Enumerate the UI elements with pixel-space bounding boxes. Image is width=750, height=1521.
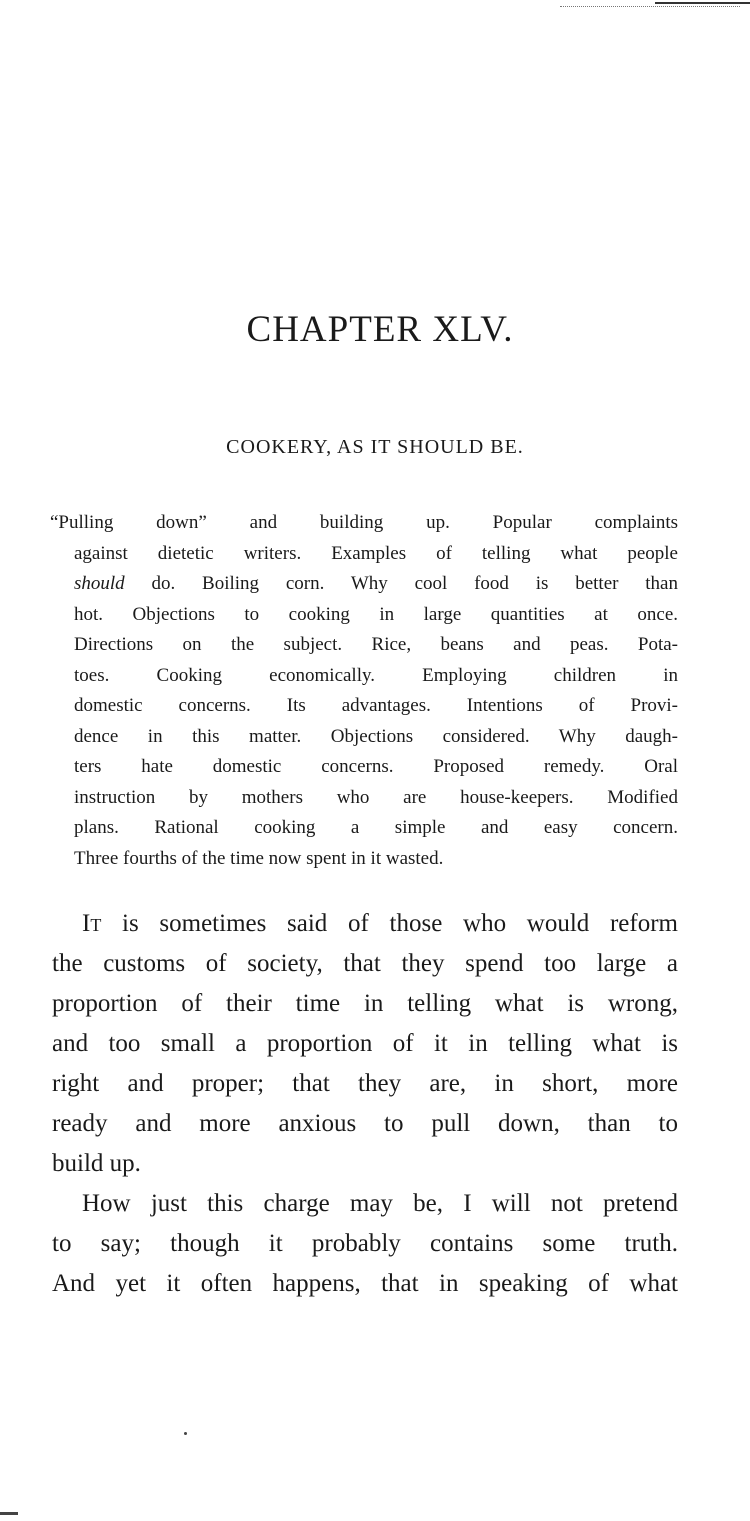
body-paragraph-1-line: right and proper; that they are, in short, more [52, 1070, 678, 1097]
body-paragraph-2-line: to say; though it probably contains some truth. [52, 1230, 678, 1257]
summary-italic-word: should [74, 573, 125, 594]
body-line-rest: is sometimes said of those who would reform [101, 910, 678, 937]
summary-line: domestic concerns. Its advantages. Intentions of Provi- [74, 695, 678, 716]
summary-line [74, 569, 678, 600]
chapter-body [52, 904, 678, 1304]
chapter-title: CHAPTER XLV. [246, 309, 514, 350]
summary-line: “Pulling down” and building up. Popular complaints [50, 512, 678, 533]
scan-edge-dots [560, 6, 740, 8]
summary-line: against dietetic writers. Examples of telling what people [74, 542, 678, 564]
body-paragraph-1-line: build up. [52, 1150, 141, 1177]
body-paragraph-1-line: and too small a proportion of it in telling what is [52, 1030, 678, 1057]
scan-edge-mark-bottom [0, 1512, 18, 1515]
body-paragraph-2-line: How just this charge may be, I will not pretend [82, 1190, 678, 1217]
summary-line: Directions on the subject. Rice, beans and peas. Pota- [74, 634, 678, 655]
summary-line: Three fourths of the time now spent in it wasted. [74, 847, 444, 869]
summary-line: toes. Cooking economically. Employing children in [74, 664, 678, 686]
summary-line-rest: do. Boiling corn. Why cool food is better than [124, 573, 678, 594]
paragraph-dropcap: It [82, 910, 102, 937]
chapter-subtitle: COOKERY, AS IT SHOULD BE. [226, 436, 524, 458]
body-paragraph-1-line: the customs of society, that they spend too large a [52, 950, 678, 977]
summary-line: hot. Objections to cooking in large quantities at once. [74, 603, 678, 625]
summary-line: dence in this matter. Objections considered. Why daugh- [74, 725, 678, 747]
body-paragraph-1-line: proportion of their time in telling what is wrong, [52, 990, 678, 1017]
summary-line: plans. Rational cooking a simple and easy concern. [74, 817, 678, 838]
paper-speck [184, 1432, 187, 1435]
body-paragraph-2-line: And yet it often happens, that in speaking of what [52, 1270, 678, 1297]
summary-line: instruction by mothers who are house-keepers. Modified [74, 786, 678, 808]
scan-edge-mark [560, 0, 750, 10]
scan-edge-line [655, 2, 750, 4]
body-paragraph-1-line [52, 904, 678, 944]
body-paragraph-1-line: ready and more anxious to pull down, than to [52, 1110, 678, 1137]
summary-line: ters hate domestic concerns. Proposed remedy. Oral [74, 756, 678, 777]
chapter-summary [50, 508, 678, 874]
